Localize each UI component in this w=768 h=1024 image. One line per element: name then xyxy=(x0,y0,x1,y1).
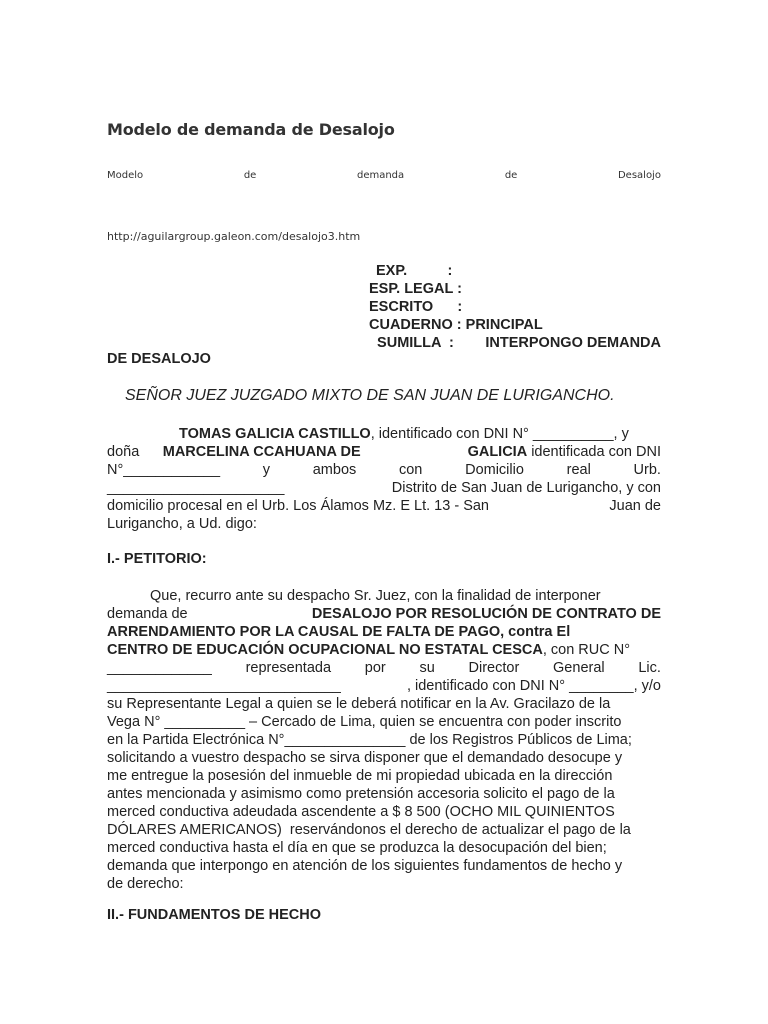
petitorio-line xyxy=(107,839,661,857)
petitorio-word: _____________ xyxy=(107,660,212,676)
petitorio-line xyxy=(107,785,661,803)
sumilla-key: SUMILLA : xyxy=(369,335,454,351)
petitorio-line xyxy=(107,767,661,785)
petitorio-text: demanda que interpongo en atención de los siguientes fundamentos de hecho y xyxy=(107,858,623,874)
intro-word: ambos xyxy=(312,462,357,478)
petitorio-text: en la Partida Electrónica N°_______________ de los Registros Públicos de Lima; xyxy=(107,732,632,748)
intro-word: con xyxy=(398,462,423,478)
petitorio-paragraph xyxy=(107,587,661,893)
intro-word: Domicilio xyxy=(465,462,524,478)
subtitle-word: Desalojo xyxy=(617,170,661,181)
petitorio-text: Vega N° __________ – Cercado de Lima, quien se encuentra con poder inscrito xyxy=(107,714,622,730)
petitorio-line xyxy=(107,659,661,677)
petitorio-line xyxy=(107,605,661,623)
intro-text: identificada con DNI xyxy=(531,444,661,460)
intro-line xyxy=(107,443,661,461)
subtitle-word: Modelo xyxy=(107,170,144,181)
petitorio-text: solicitando a vuestro despacho se sirva disponer que el demandado desocupe y xyxy=(107,750,623,766)
petitorio-line xyxy=(107,623,661,641)
intro-text: doña xyxy=(107,444,140,460)
intro-text: Juan de xyxy=(609,498,661,514)
petitorio-line xyxy=(107,641,661,659)
petitorio-text: merced conductiva hasta el día en que se produzca la desocupación del bien; xyxy=(107,840,607,856)
intro-line xyxy=(107,425,661,443)
petitorio-word: Director xyxy=(468,660,520,676)
intro-line xyxy=(107,497,661,515)
intro-text: , identificado con DNI N° __________, y xyxy=(370,426,629,442)
petitorio-bold: DESALOJO POR RESOLUCIÓN DE CONTRATO DE xyxy=(311,606,661,622)
petitorio-line xyxy=(107,857,661,875)
intro-word: real xyxy=(566,462,591,478)
petitorio-text: Que, recurro ante su despacho Sr. Juez, con la finalidad de interponer xyxy=(150,588,601,604)
header-escrito: ESCRITO : xyxy=(369,299,463,315)
petitorio-line xyxy=(107,695,661,713)
petitorio-word: General xyxy=(553,660,605,676)
petitorio-word: su xyxy=(419,660,435,676)
petitorio-word: representada xyxy=(245,660,332,676)
header-esp-legal: ESP. LEGAL : xyxy=(369,281,462,297)
document-title: Modelo de demanda de Desalojo xyxy=(107,120,395,139)
subtitle-word: demanda xyxy=(356,170,405,181)
header-cuaderno: CUADERNO : PRINCIPAL xyxy=(369,317,543,333)
intro-line xyxy=(107,479,661,497)
petitorio-text: , con RUC N° xyxy=(542,642,631,658)
intro-text: ______________________ xyxy=(107,480,285,496)
petitorio-text: antes mencionada y asimismo como pretensión accesoria solicito el pago de la xyxy=(107,786,615,802)
subtitle-word: de xyxy=(243,170,257,181)
intro-text: Distrito de San Juan de Lurigancho, y con xyxy=(391,480,661,496)
petitorio-line xyxy=(107,731,661,749)
petitorio-bold: ARRENDAMIENTO POR LA CAUSAL DE FALTA DE PAGO, contra El xyxy=(107,624,571,640)
header-exp: EXP. : xyxy=(376,263,453,279)
defendant-name: CENTRO DE EDUCACIÓN OCUPACIONAL NO ESTATAL CESCA xyxy=(107,642,543,658)
petitorio-text: de derecho: xyxy=(107,876,184,892)
plaintiff-name: TOMAS GALICIA CASTILLO xyxy=(179,426,371,442)
intro-text: domicilio procesal en el Urb. Los Álamos Mz. E Lt. 13 - San xyxy=(107,498,489,514)
petitorio-line xyxy=(107,821,661,839)
intro-word: y xyxy=(262,462,271,478)
header-sumilla xyxy=(369,334,661,352)
intro-text: Lurigancho, a Ud. digo: xyxy=(107,516,257,532)
intro-word: Urb. xyxy=(633,462,661,478)
plaintiff-name-2b: GALICIA xyxy=(467,444,528,460)
subtitle-word: de xyxy=(504,170,518,181)
source-url: http://aguilargroup.galeon.com/desalojo3.htm xyxy=(107,230,361,243)
petitorio-text: demanda de xyxy=(107,606,188,622)
case-header xyxy=(369,262,661,352)
sumilla-value: INTERPONGO DEMANDA xyxy=(485,335,661,351)
petitorio-line xyxy=(107,713,661,731)
intro-line xyxy=(107,515,661,533)
petitorio-line xyxy=(107,875,661,893)
petitorio-word: por xyxy=(364,660,386,676)
plaintiff-name-2: MARCELINA CCAHUANA DE xyxy=(162,444,361,460)
petitorio-line xyxy=(107,803,661,821)
judge-address: SEÑOR JUEZ JUZGADO MIXTO DE SAN JUAN DE LURIGANCHO. xyxy=(125,387,615,404)
petitorio-heading: I.- PETITORIO: xyxy=(107,551,207,567)
petitorio-text: me entregue la posesión del inmueble de mi propiedad ubicada en la dirección xyxy=(107,768,613,784)
petitorio-word: Lic. xyxy=(638,660,661,676)
petitorio-text: , identificado con DNI N° ________, y/o xyxy=(406,678,661,694)
petitorio-line xyxy=(107,587,661,605)
intro-line xyxy=(107,461,661,479)
petitorio-text: _____________________________ xyxy=(107,678,341,694)
petitorio-line xyxy=(107,749,661,767)
fundamentos-heading: II.- FUNDAMENTOS DE HECHO xyxy=(107,907,322,923)
intro-word: N°____________ xyxy=(107,462,221,478)
sumilla-continuation: DE DESALOJO xyxy=(107,351,211,367)
intro-paragraph xyxy=(107,425,661,533)
petitorio-line xyxy=(107,677,661,695)
subtitle-line xyxy=(107,170,661,181)
petitorio-text: merced conductiva adeudada ascendente a $ 8 500 (OCHO MIL QUINIENTOS xyxy=(107,804,615,820)
petitorio-text: DÓLARES AMERICANOS) reservándonos el derecho de actualizar el pago de la xyxy=(107,822,631,838)
petitorio-text: su Representante Legal a quien se le deberá notificar en la Av. Gracilazo de la xyxy=(107,696,611,712)
